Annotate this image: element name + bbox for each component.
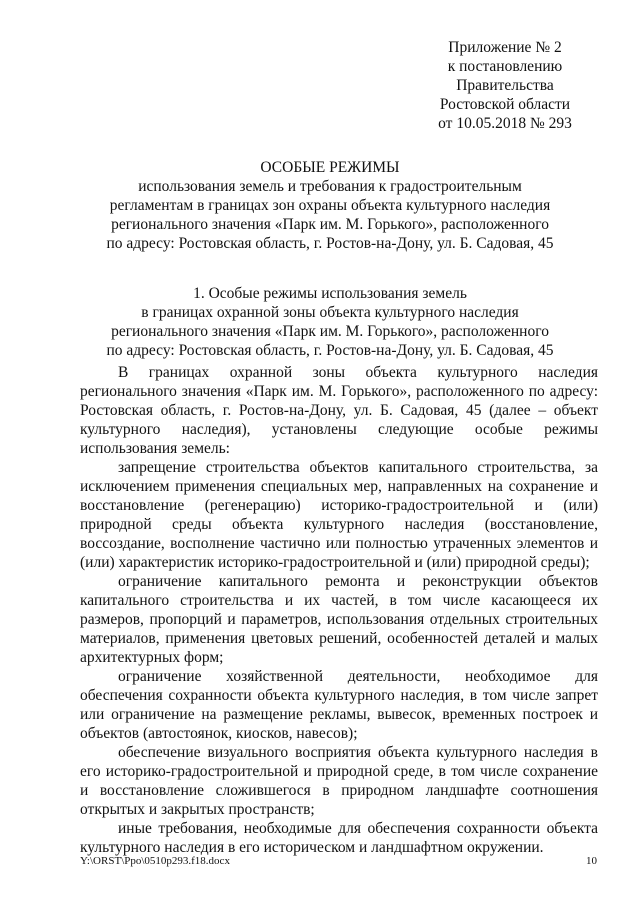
appendix-line: к постановлению bbox=[447, 58, 563, 75]
document-title bbox=[80, 158, 580, 253]
title-heading: ОСОБЫЕ РЕЖИМЫ bbox=[260, 159, 400, 176]
section-line: в границах охранной зоны объекта культурного наследия bbox=[141, 304, 519, 321]
title-line: регионального значения «Парк им. М. Горького», расположенного bbox=[111, 216, 549, 233]
appendix-line: Ростовской области bbox=[439, 96, 571, 113]
title-line: по адресу: Ростовская область, г. Ростов-на-Дону, ул. Б. Садовая, 45 bbox=[106, 235, 554, 252]
body-paragraph: В границах охранной зоны объекта культурного наследия регионального значения «Парк им. М. Горького», расположенного по адресу: Ростовская область, г. Ростов-на-Дону, ул. Б. Садовая, 45 (далее – объект культурного наследия), установлены следующие особые режимы использования земель: bbox=[80, 364, 598, 457]
appendix-line: Правительства bbox=[456, 77, 554, 94]
body-paragraph: обеспечение визуального восприятия объекта культурного наследия в его историко-градостроительной и природной среде, в том числе сохранение и восстановление сложившегося в природном ландшафте соотношения открытых и закрытых пространств; bbox=[80, 744, 598, 818]
footer-file-path: Y:\ORST\Ppo\0510p293.f18.docx bbox=[80, 855, 230, 867]
footer-page-number: 10 bbox=[586, 855, 597, 867]
section-line: регионального значения «Парк им. М. Горького», расположенного bbox=[111, 323, 549, 340]
body-paragraph: ограничение хозяйственной деятельности, необходимое для обеспечения сохранности объекта культурного наследия, в том числе запрет или ограничение на размещение рекламы, вывесок, временных построек и объектов (автостоянок, киосков, навесов); bbox=[80, 668, 598, 742]
body-paragraph: иные требования, необходимые для обеспечения сохранности объекта культурного наследия в его историческом и ландшафтном окружении. bbox=[80, 820, 598, 856]
body-text bbox=[80, 363, 598, 857]
title-line: регламентам в границах зон охраны объекта культурного наследия bbox=[109, 197, 551, 214]
body-paragraph: ограничение капитального ремонта и реконструкции объектов капитального строительства и их частей, в том числе касающееся их размеров, пропорций и параметров, использования отдельных строительных материалов, применения цветовых решений, особенностей деталей и малых архитектурных форм; bbox=[80, 573, 598, 666]
body-paragraph: запрещение строительства объектов капитального строительства, за исключением применения специальных мер, направленных на сохранение и восстановление (регенерацию) историко-градостроительной и (или) природной среды объекта культурного наследия (восстановление, воссоздание, восполнение частично или полностью утраченных элементов и (или) характеристик историко-градостроительной и (или) природной среды); bbox=[80, 459, 598, 571]
section-heading bbox=[80, 284, 580, 360]
appendix-line: от 10.05.2018 № 293 bbox=[438, 115, 572, 132]
appendix-header bbox=[410, 38, 600, 133]
appendix-line: Приложение № 2 bbox=[448, 39, 562, 56]
title-line: использования земель и требования к градостроительным bbox=[138, 178, 522, 195]
section-line: по адресу: Ростовская область, г. Ростов-на-Дону, ул. Б. Садовая, 45 bbox=[106, 342, 554, 359]
section-line: 1. Особые режимы использования земель bbox=[193, 285, 467, 302]
